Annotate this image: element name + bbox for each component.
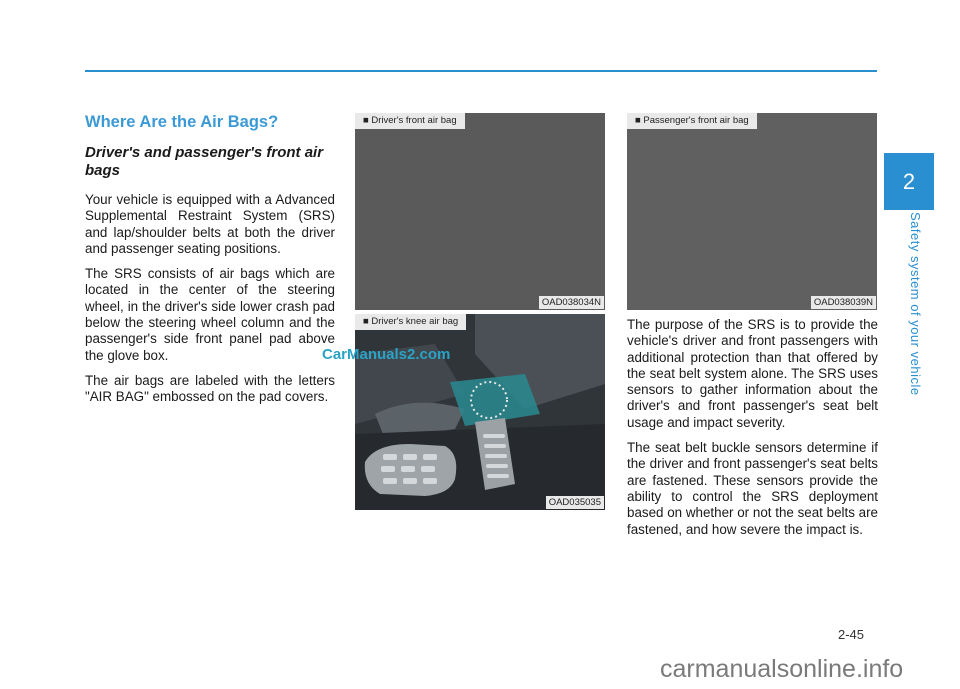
section-heading: Where Are the Air Bags? bbox=[85, 113, 279, 131]
paragraph: The purpose of the SRS is to provide the vehicle's driver and front passengers with additional protection than that offered by the seat belt system alone. The SRS uses sensors to gather information about the driver's and front passenger's seat belt usage and impact severity. bbox=[627, 317, 878, 430]
photo-code: OAD038034N bbox=[539, 296, 604, 309]
photo-caption: ■ Passenger's front air bag bbox=[627, 113, 757, 129]
knee-airbag-illustration bbox=[355, 314, 605, 510]
page-number: 2-45 bbox=[838, 627, 865, 642]
paragraph: The seat belt buckle sensors determine if the driver and front passenger's seat belts are fastened. These sensors provide the ability to control the SRS deployment based on whether or not the seat belts are fastened, and how severe the impact is. bbox=[627, 440, 878, 537]
paragraph: The air bags are labeled with the letters "AIR BAG" embossed on the pad covers. bbox=[85, 372, 335, 405]
drivers-knee-airbag-photo bbox=[355, 314, 605, 510]
drivers-front-airbag-photo bbox=[355, 113, 605, 310]
chapter-tab bbox=[884, 153, 934, 210]
passengers-front-airbag-photo bbox=[627, 113, 877, 310]
left-column bbox=[85, 113, 335, 415]
photo-caption: ■ Driver's front air bag bbox=[355, 113, 465, 129]
photo-code: OAD035035 bbox=[546, 496, 604, 509]
chapter-title: Safety system of your vehicle bbox=[908, 212, 923, 396]
paragraph: Your vehicle is equipped with a Advanced Supplemental Restraint System (SRS) and lap/shoulder belts at both the driver and passenger seating positions. bbox=[85, 192, 335, 256]
photo-caption: ■ Driver's knee air bag bbox=[355, 314, 466, 330]
photo-code: OAD038039N bbox=[811, 296, 876, 309]
sub-heading: Driver's and passenger's front air bags bbox=[85, 144, 324, 179]
paragraph: The SRS consists of air bags which are located in the center of the steering wheel, in the driver's side lower crash pad below the steering wheel column and the passenger's side front panel pad above the glove box. bbox=[85, 266, 335, 363]
right-column bbox=[627, 317, 878, 547]
chapter-number: 2 bbox=[902, 168, 916, 194]
top-rule bbox=[85, 70, 877, 72]
site-watermark: carmanualsonline.info bbox=[660, 655, 904, 683]
watermark: CarManuals2.com bbox=[322, 346, 451, 363]
